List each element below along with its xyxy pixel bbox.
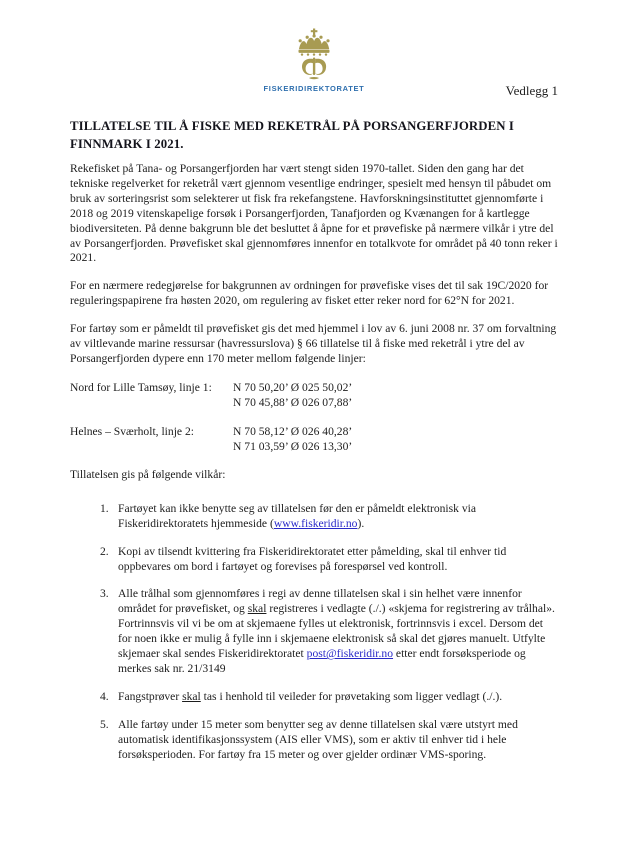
- boundary-line-coordinates: [233, 424, 352, 454]
- crown-fish-emblem-icon: [287, 28, 341, 82]
- coordinate-point: N 70 50,20’ Ø 025 50,02’: [233, 380, 353, 394]
- condition-text: tas i henhold til veileder for prøvetaking som ligger vedlagt (./.).: [200, 689, 503, 703]
- boundary-line-label: Nord for Lille Tamsøy, linje 1:: [70, 380, 212, 394]
- emphasized-text: skal: [182, 689, 201, 703]
- inline-link[interactable]: post@fiskeridir.no: [306, 647, 394, 661]
- paragraph: For en nærmere redegjørelse for bakgrunnen av ordningen for prøvefiske vises det til sak 19C/2020 for reguleringspapirene fra høsten 2020, om regulering av fisket etter reker nord for 62°N for 2021.: [70, 279, 549, 308]
- condition-item: [70, 502, 558, 532]
- paragraph: Rekefisket på Tana- og Porsangerfjorden har vært stengt siden 1970-tallet. Siden den gang har det tekniske regelverket for reketrål vært gjennom vesentlige endringer, spesielt med hensyn til påbudet om bruk av sorteringsrist som selekterer ut fisk fra rekefangstene. Havforskningsinstituttet gjennomførte i 2018 og 2019 vitenskapelige forsøk i Porsangerfjorden, Tanafjorden og Kvænangen for å kartlegge biodiversiteten. På denne bakgrunn ble det besluttet å åpne for et prøvefiske på nærmere vilkår i ytre del av Porsangerfjorden. Prøvefisket skal gjennomføres innenfor en totalkvote for området på 40 tonn reker i 2021.: [70, 162, 558, 265]
- inline-link[interactable]: www.fiskeridir.no: [273, 516, 358, 530]
- conditions-list: [70, 502, 558, 763]
- boundary-lines-block: [70, 380, 558, 454]
- condition-text: Kopi av tilsendt kvittering fra Fiskeridirektoratet etter påmelding, skal til enhver tid oppbevares om bord i fartøyet og forevises på forespørsel ved kontroll.: [118, 544, 507, 573]
- condition-text: ).: [357, 516, 365, 530]
- coordinate-point: N 70 45,88’ Ø 026 07,88’: [233, 395, 353, 409]
- condition-text: registreres i vedlagte (./.) «skjema for registrering av trålhal». Fortrinnsvis vil vi be om at skjemaene fylles ut elektronisk, fortrinnsvis i excel. Dersom det for noen ikke er mulig å fylle inn i skjemaene elektronisk så skal det gjøres manuelt. Utfylte skjemaer skal sendes Fiskeridirektoratet: [118, 602, 555, 661]
- condition-text: Alle trålhal som gjennomføres i regi av denne tillatelsen skal i sin helhet være innenfor området for prøvefisket, og: [118, 587, 522, 616]
- conditions-intro: Tillatelsen gis på følgende vilkår:: [70, 467, 226, 481]
- condition-number: 5.: [100, 717, 109, 731]
- document-title: TILLATELSE TIL Å FISKE MED REKETRÅL PÅ PORSANGERFJORDEN I FINNMARK I 2021.: [70, 119, 514, 151]
- intro-paragraphs: [70, 162, 558, 367]
- condition-text: Alle fartøy under 15 meter som benytter seg av denne tillatelsen skal være utstyrt med automatisk identifikasjonssystem (AIS eller VMS), som er aktiv til enhver tid i hele forsøksperioden. For fartøy fra 15 meter og over gjelder ordinær VMS-sporing.: [118, 717, 518, 761]
- condition-item: [70, 545, 558, 575]
- logo-wordmark: FISKERIDIREKTORATET: [263, 84, 365, 93]
- condition-text: etter endt forsøksperiode og merkes sak nr. 21/3149: [118, 647, 526, 675]
- condition-text: Fangstprøver: [118, 689, 183, 703]
- boundary-line-label: Helnes – Sværholt, linje 2:: [70, 424, 194, 438]
- emphasized-text: skal: [247, 602, 267, 616]
- boundary-line-coordinates: [233, 380, 352, 410]
- paragraph: For fartøy som er påmeldt til prøvefisket gis det med hjemmel i lov av 6. juni 2008 nr. 37 om forvaltning av viltlevande marine ressursar (havressurslova) § 66 tillatelse til å fiske med reketrål i ytre del av Porsangerfjorden dypere enn 170 meter mellom følgende linjer:: [70, 322, 557, 365]
- boundary-line-row: [70, 380, 558, 410]
- attachment-label: Vedlegg 1: [505, 83, 558, 98]
- condition-item: [70, 690, 558, 705]
- coordinate-point: N 70 58,12’ Ø 026 40,28’: [233, 424, 353, 438]
- fiskeridirektoratet-logo: [244, 28, 384, 93]
- document-header: [70, 28, 558, 97]
- condition-number: 2.: [100, 544, 109, 558]
- condition-text: Fartøyet kan ikke benytte seg av tillatelsen før den er påmeldt elektronisk via Fiskeridirektoratets hjemmeside (: [118, 501, 477, 530]
- boundary-line-row: [70, 424, 558, 454]
- condition-number: 1.: [100, 501, 109, 515]
- condition-item: [70, 718, 558, 763]
- condition-item: [70, 587, 558, 676]
- condition-number: 3.: [100, 587, 109, 601]
- condition-number: 4.: [100, 689, 109, 703]
- coordinate-point: N 71 03,59’ Ø 026 13,30’: [233, 439, 353, 453]
